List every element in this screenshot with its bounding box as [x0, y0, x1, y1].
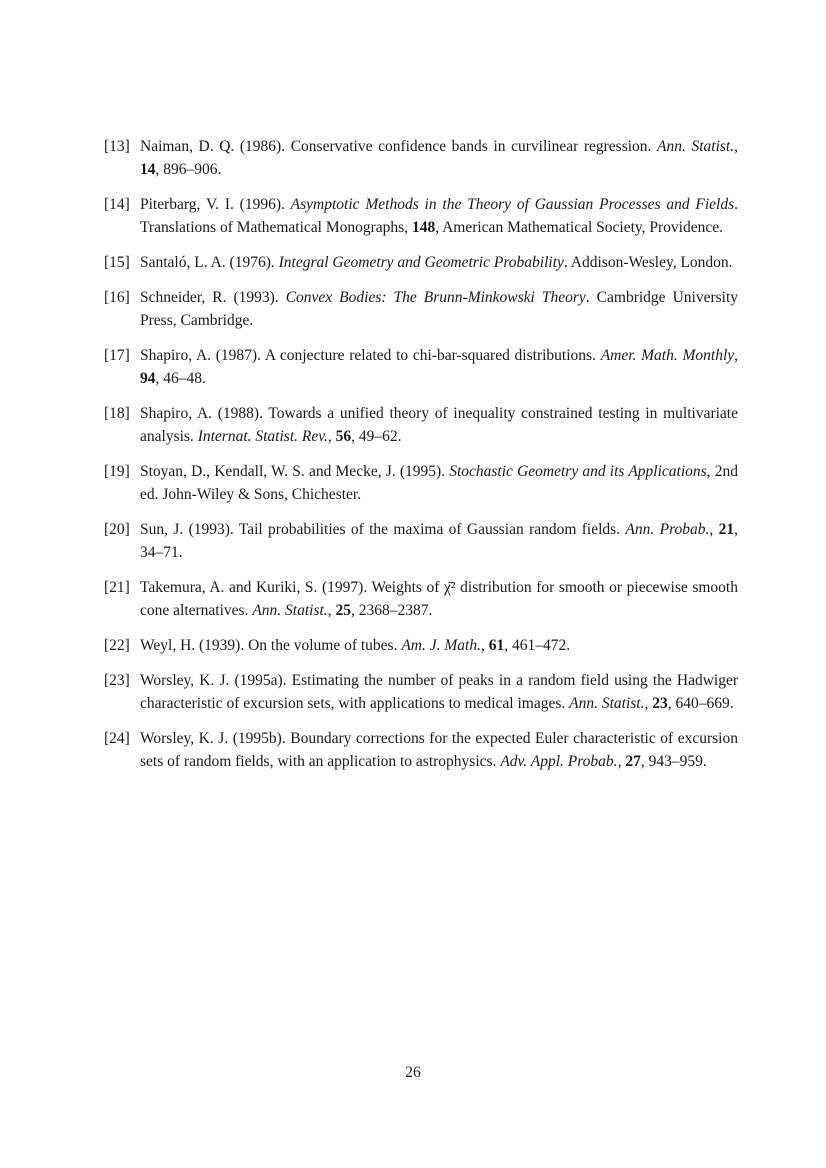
reference-title: Asymptotic Methods in the Theory of Gaussian Processes and Fields: [290, 196, 735, 213]
reference-text: Shapiro, A. (1987). A conjecture related to chi-bar-squared distributions.: [140, 347, 601, 364]
reference-separator: ,: [480, 637, 489, 654]
reference-text: . Cambridge University Press, Cambridge.: [140, 289, 739, 329]
reference-pages: , 2368–2387.: [350, 602, 433, 619]
reference-item: [104, 193, 738, 239]
reference-pages: , 896–906.: [155, 161, 222, 178]
page-number: 26: [405, 1064, 421, 1081]
reference-separator: ,: [617, 753, 626, 770]
reference-number: [24]: [104, 730, 130, 747]
reference-text: Naiman, D. Q. (1986). Conservative confidence bands in curvilinear regression.: [140, 138, 658, 155]
reference-text: Santaló, L. A. (1976).: [140, 254, 279, 271]
reference-number: [14]: [104, 196, 130, 213]
reference-number: [23]: [104, 672, 130, 689]
reference-text: Sun, J. (1993). Tail probabilities of the maxima of Gaussian random fields.: [140, 521, 626, 538]
reference-number: [19]: [104, 463, 130, 480]
reference-journal: Ann. Statist.: [657, 138, 735, 155]
reference-journal: Ann. Statist.: [252, 602, 328, 619]
reference-text: Schneider, R. (1993).: [140, 289, 286, 306]
reference-text: . Translations of Mathematical Monographs,: [140, 196, 738, 236]
reference-item: [104, 576, 738, 622]
reference-number: [16]: [104, 289, 130, 306]
reference-volume: 56: [335, 428, 352, 445]
reference-volume: 14: [140, 161, 156, 178]
reference-item: [104, 402, 738, 448]
reference-title: Integral Geometry and Geometric Probability: [278, 254, 564, 271]
reference-text: , 2nd ed. John-Wiley & Sons, Chichester.: [140, 463, 739, 503]
reference-text: Worsley, K. J. (1995b). Boundary corrections for the expected Euler characteristic of excursion sets of random fields, with an application to astrophysics.: [140, 730, 738, 770]
reference-number: [15]: [104, 254, 130, 271]
reference-list: [104, 135, 738, 785]
reference-title: Stochastic Geometry and its Applications: [449, 463, 707, 480]
reference-item: [104, 460, 738, 506]
reference-volume: 94: [140, 370, 156, 387]
reference-item: [104, 286, 738, 332]
reference-journal: Ann. Probab.: [625, 521, 710, 538]
reference-volume: 23: [652, 695, 668, 712]
reference-separator: ,: [709, 521, 719, 538]
reference-pages: , 461–472.: [504, 637, 571, 654]
reference-text: Takemura, A. and Kuriki, S. (1997). Weights of χ̄² distribution for smooth or piecewise smooth cone alternatives.: [140, 579, 738, 619]
reference-separator: ,: [734, 347, 739, 364]
reference-number: [17]: [104, 347, 130, 364]
reference-text: Shapiro, A. (1988). Towards a unified theory of inequality constrained testing in multivariate analysis.: [140, 405, 738, 445]
reference-volume: 21: [718, 521, 735, 538]
reference-number: [20]: [104, 521, 130, 538]
reference-pages: , 46–48.: [155, 370, 206, 387]
reference-journal: Internat. Statist. Rev.: [197, 428, 328, 445]
reference-journal: Amer. Math. Monthly: [600, 347, 735, 364]
reference-pages: , American Mathematical Society, Providence.: [435, 219, 723, 236]
reference-separator: ,: [327, 602, 336, 619]
reference-volume: 25: [335, 602, 351, 619]
reference-item: [104, 518, 738, 564]
reference-item: [104, 727, 738, 773]
reference-item: [104, 344, 738, 390]
reference-pages: , 640–669.: [667, 695, 734, 712]
reference-text: . Addison-Wesley, London.: [563, 254, 733, 271]
reference-journal: Am. J. Math.: [401, 637, 481, 654]
reference-number: [13]: [104, 138, 130, 155]
reference-volume: 61: [488, 637, 505, 654]
reference-separator: ,: [644, 695, 653, 712]
reference-number: [21]: [104, 579, 130, 596]
reference-volume: 148: [411, 219, 436, 236]
reference-title: Convex Bodies: The Brunn-Minkowski Theory: [285, 289, 586, 306]
reference-pages: , 943–959.: [640, 753, 707, 770]
reference-separator: ,: [327, 428, 336, 445]
reference-journal: Ann. Statist.: [569, 695, 645, 712]
reference-pages: , 49–62.: [351, 428, 402, 445]
reference-text: Weyl, H. (1939). On the volume of tubes.: [140, 637, 402, 654]
reference-number: [18]: [104, 405, 130, 422]
reference-pages: , 34–71.: [140, 521, 738, 561]
reference-text: Stoyan, D., Kendall, W. S. and Mecke, J. (1995).: [140, 463, 450, 480]
reference-item: [104, 634, 738, 657]
reference-item: [104, 669, 738, 715]
reference-separator: ,: [734, 138, 738, 155]
reference-item: [104, 251, 738, 274]
reference-text: Worsley, K. J. (1995a). Estimating the number of peaks in a random field using the Hadwiger characteristic of excursion sets, with applications to medical images.: [140, 672, 738, 712]
reference-text: Piterbarg, V. I. (1996).: [140, 196, 291, 213]
reference-journal: Adv. Appl. Probab.: [500, 753, 618, 770]
reference-item: [104, 135, 738, 181]
reference-number: [22]: [104, 637, 130, 654]
reference-volume: 27: [625, 753, 641, 770]
